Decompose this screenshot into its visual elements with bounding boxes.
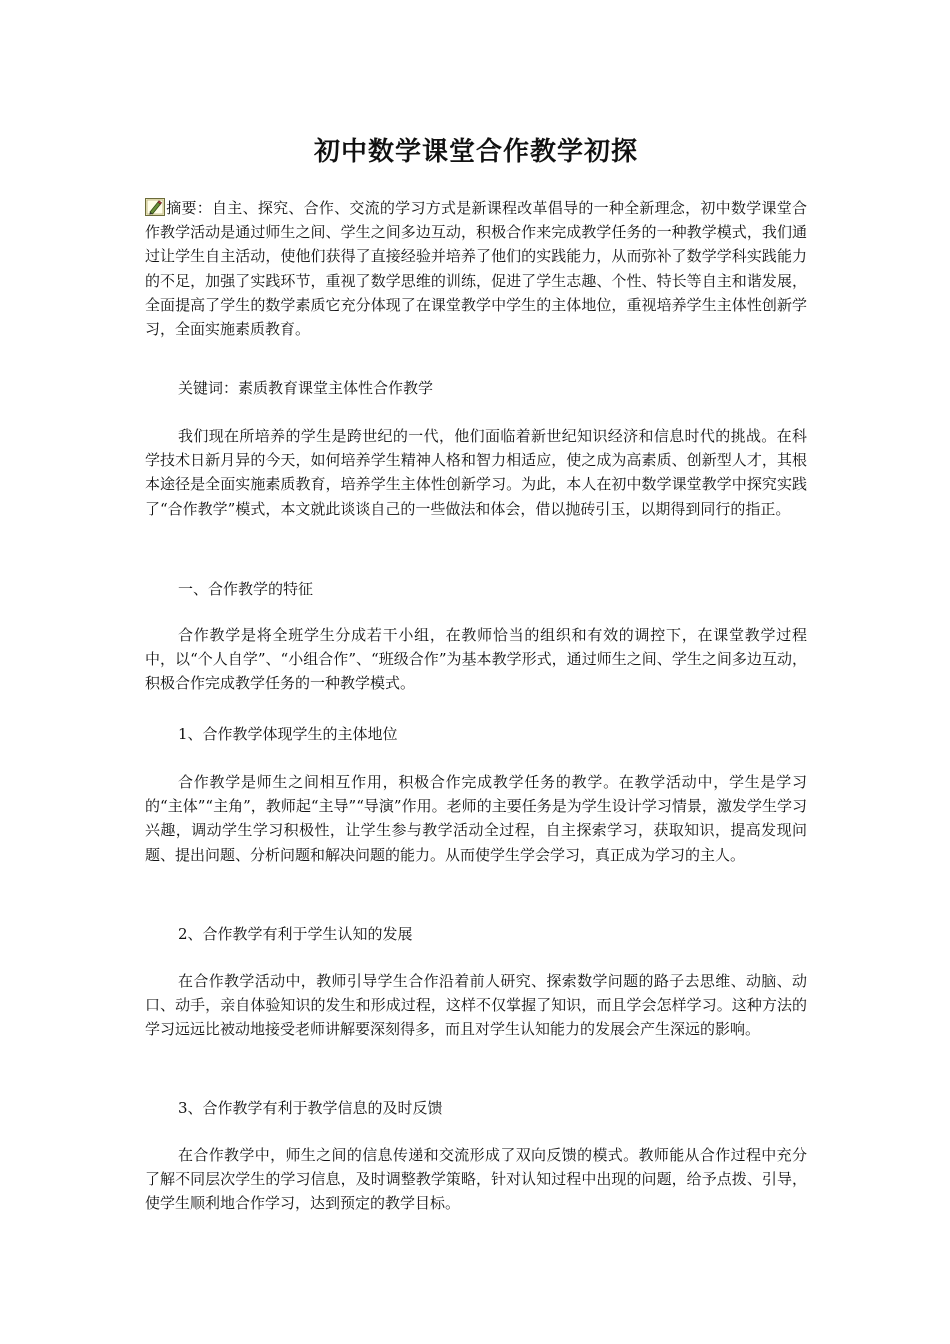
point2-paragraph: 在合作教学活动中，教师引导学生合作沿着前人研究、探索数学问题的路子去思维、动脑、动口、动手，亲自体验知识的发生和形成过程，这样不仅掌握了知识，而且学会怎样学习。这种方法的学习远远比被动地接受老师讲解要深刻得多，而且对学生认知能力的发展会产生深远的影响。	[145, 972, 807, 1039]
section1-heading: 一、合作教学的特征	[178, 580, 314, 598]
point1-paragraph: 合作教学是师生之间相互作用，积极合作完成教学任务的教学。在教学活动中，学生是学习的“主体”“主角”，教师起“主导”“导演”作用。老师的主要任务是为学生设计学习情景，激发学生学习兴趣，调动学生学习积极性，让学生参与教学活动全过程，自主探索学习，获取知识，提高发现问题、提出问题、分析问题和解决问题的能力。从而使学生学会学习，真正成为学习的主人。	[145, 773, 807, 864]
point3-paragraph: 在合作教学中，师生之间的信息传递和交流形成了双向反馈的模式。教师能从合作过程中充分了解不同层次学生的学习信息，及时调整教学策略，针对认知过程中出现的问题，给予点拨、引导，使学生顺利地合作学习，达到预定的教学目标。	[145, 1146, 807, 1213]
abstract-paragraph	[145, 196, 807, 341]
keywords-line: 关键词：素质教育课堂主体性合作教学	[178, 379, 434, 397]
point2-heading: 2、合作教学有利于学生认知的发展	[178, 925, 413, 943]
point1-heading: 1、合作教学体现学生的主体地位	[178, 725, 398, 743]
page-title: 初中数学课堂合作教学初探	[313, 137, 638, 167]
intro-paragraph: 我们现在所培养的学生是跨世纪的一代，他们面临着新世纪知识经济和信息时代的挑战。在科学技术日新月异的今天，如何培养学生精神人格和智力相适应，使之成为高素质、创新型人才，其根本途径是全面实施素质教育，培养学生主体性创新学习。为此，本人在初中数学课堂教学中探究实践了“合作教学”模式，本文就此谈谈自己的一些做法和体会，借以抛砖引玉，以期得到同行的指正。	[145, 427, 807, 518]
abstract-text: 摘要：自主、探究、合作、交流的学习方式是新课程改革倡导的一种全新理念，初中数学课堂合作教学活动是通过师生之间、学生之间多边互动，积极合作来完成教学任务的一种教学模式，我们通过让学生自主活动，使他们获得了直接经验并培养了他们的实践能力，从而弥补了数学学科实践能力的不足，加强了实践环节，重视了数学思维的训练，促进了学生志趣、个性、特长等自主和谐发展，全面提高了学生的数学素质它充分体现了在课堂教学中学生的主体地位，重视培养学生主体性创新学习，全面实施素质教育。	[145, 199, 807, 339]
document-pencil-icon	[145, 198, 165, 216]
point3-heading: 3、合作教学有利于教学信息的及时反馈	[178, 1099, 443, 1117]
section1-paragraph: 合作教学是将全班学生分成若干小组，在教师恰当的组织和有效的调控下，在课堂教学过程中，以“个人自学”、“小组合作”、“班级合作”为基本教学形式，通过师生之间、学生之间多边互动，积极合作完成教学任务的一种教学模式。	[145, 626, 807, 693]
